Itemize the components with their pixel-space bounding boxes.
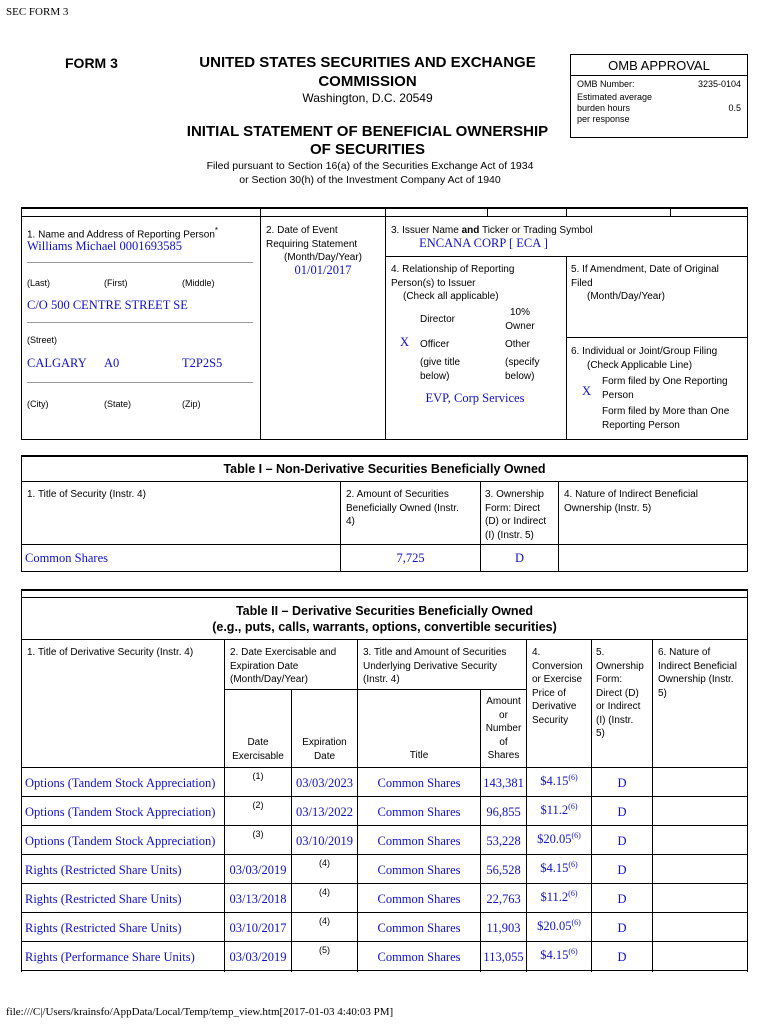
conversion-price-footnote: (6) xyxy=(568,773,578,782)
conversion-price xyxy=(527,860,591,876)
underlying-amount xyxy=(481,950,526,965)
table2-head-rule xyxy=(21,639,748,640)
conversion-price-text: $20.05 xyxy=(537,919,572,934)
tick-b xyxy=(566,207,567,217)
one-person-label xyxy=(602,375,728,402)
subhead-expiration-date xyxy=(292,736,357,763)
row-rule xyxy=(21,883,748,884)
underlying-title xyxy=(358,892,480,907)
ownership-form xyxy=(592,805,652,820)
date-exercisable xyxy=(225,863,291,878)
underlying-title xyxy=(358,834,480,849)
page-header-label: SEC FORM 3 xyxy=(6,6,69,18)
box6-line-1: 6. Individual or Joint/Group Filing xyxy=(571,346,718,357)
t1c4-2: Ownership (Instr. 5) xyxy=(564,502,652,514)
box3-suffix: Ticker or Trading Symbol xyxy=(479,225,593,236)
sub-exp-1: Expiration xyxy=(302,737,347,748)
t2c5-1: 5. xyxy=(596,647,605,658)
event-date: 01/01/2017 xyxy=(294,263,352,277)
date-exercisable-text: 03/03/2019 xyxy=(229,950,287,964)
t2c4-6: Security xyxy=(532,714,569,726)
sub-amt-4: of xyxy=(499,736,508,748)
underlying-title-text: Common Shares xyxy=(377,805,461,819)
underlying-amount-text: 22,763 xyxy=(486,892,521,906)
t1c2-3: 4) xyxy=(346,516,355,527)
ownership-form-text: D xyxy=(617,776,627,790)
table2-right-rule xyxy=(747,589,748,972)
conversion-price-footnote: (6) xyxy=(568,889,578,898)
first-label: (First) xyxy=(104,278,128,288)
t2c6-1: 6. Nature of xyxy=(658,647,711,658)
box3-and: and xyxy=(461,225,480,236)
ownership-form-text: D xyxy=(617,892,627,906)
section-left-rule xyxy=(21,207,22,440)
box4-label xyxy=(391,263,514,304)
table1-title: Table I – Non-Derivative Securities Beneficially Owned xyxy=(223,462,546,476)
give-title-line-2: below) xyxy=(420,370,450,382)
t2c5-3: Form: xyxy=(596,674,623,685)
underlying-amount-text: 143,381 xyxy=(483,776,524,790)
derivative-title xyxy=(25,805,215,820)
other-label: Other xyxy=(505,339,531,350)
expiration-date-text: 03/03/2023 xyxy=(296,776,353,790)
t1c3-4: (I) (Instr. 5) xyxy=(485,529,534,541)
table1-col1-header: 1. Title of Security (Instr. 4) xyxy=(27,489,146,500)
one-person-line-2: Person xyxy=(602,389,634,401)
one-person-checkmark: X xyxy=(582,384,592,398)
t2c4-5: Derivative xyxy=(532,701,577,712)
table1-head-bottom-rule xyxy=(21,544,748,545)
omb-title: OMB APPROVAL xyxy=(571,55,747,76)
row-rule xyxy=(21,825,748,826)
table2-col4-header xyxy=(532,646,583,727)
reporting-person-name: Williams Michael 0001693585 xyxy=(27,239,183,253)
give-title-line-1: (give title xyxy=(420,357,461,368)
date-exercisable-text: 03/13/2018 xyxy=(229,892,287,906)
derivative-title-text: Rights (Restricted Share Units) xyxy=(25,892,182,906)
ten-pct-line-2: Owner xyxy=(505,320,535,332)
omb-number-value: 3235-0104 xyxy=(697,79,741,89)
street-value: C/O 500 CENTRE STREET SE xyxy=(27,298,188,312)
t2c2-1: 2. Date Exercisable and xyxy=(230,647,337,658)
conversion-price-text: $4.15 xyxy=(540,774,569,789)
underlying-title-text: Common Shares xyxy=(377,950,461,964)
underlying-title-text: Common Shares xyxy=(377,776,461,790)
table1-head-rule xyxy=(21,481,748,482)
row-rule xyxy=(21,854,748,855)
more-person-label xyxy=(602,405,729,432)
sub-date-ex-2: Exercisable xyxy=(232,750,284,762)
date-exercisable xyxy=(225,892,291,907)
filing-basis-line-2: or Section 30(h) of the Investment Company Act of 1940 xyxy=(239,174,501,186)
form-title xyxy=(180,123,555,159)
box2-line-2: Requiring Statement xyxy=(266,238,358,250)
t2c5-6: (I) (Instr. xyxy=(596,714,634,726)
tick-c xyxy=(670,207,671,217)
subhead-amount xyxy=(481,695,526,763)
expiration-date-text: 03/10/2019 xyxy=(296,834,353,848)
officer-label: Officer xyxy=(420,339,450,350)
t1c3-3: (D) or Indirect xyxy=(485,516,547,527)
derivative-title-text: Rights (Restricted Share Units) xyxy=(25,921,182,935)
conversion-price-footnote: (6) xyxy=(571,918,581,927)
derivative-title xyxy=(25,892,182,907)
underlying-amount xyxy=(481,776,526,791)
box5-label xyxy=(571,263,743,304)
table2-title xyxy=(22,603,747,635)
expiration-date-note-text: (4) xyxy=(319,858,330,868)
derivative-title-text: Options (Tandem Stock Appreciation) xyxy=(25,776,216,790)
date-exercisable-note xyxy=(225,829,291,839)
more-person-line-1: Form filed by More than One xyxy=(602,406,730,417)
date-exercisable-text: 03/03/2019 xyxy=(229,863,287,877)
date-exercisable-note-text: (1) xyxy=(252,771,264,781)
derivative-title xyxy=(25,776,215,791)
street-rule xyxy=(27,322,253,323)
omb-burden-row xyxy=(571,92,747,125)
row-rule xyxy=(21,970,748,971)
table2-left-rule xyxy=(21,589,22,972)
expiration-date xyxy=(292,834,357,849)
box5-line-3: (Month/Day/Year) xyxy=(587,291,665,302)
table2-top-rule xyxy=(21,589,748,591)
zip-value: T2P2S5 xyxy=(182,356,223,370)
expiration-date-note xyxy=(292,887,357,897)
derivative-title-text: Options (Tandem Stock Appreciation) xyxy=(25,805,216,819)
underlying-title xyxy=(358,921,480,936)
expiration-date xyxy=(292,776,357,791)
underlying-title-text: Common Shares xyxy=(377,834,461,848)
street-label: (Street) xyxy=(27,335,58,345)
date-exercisable-note xyxy=(225,771,291,781)
underlying-title xyxy=(358,776,480,791)
conversion-price-footnote: (6) xyxy=(568,947,578,956)
t2c3-1: 3. Title and Amount of Securities xyxy=(363,647,507,658)
underlying-amount-text: 113,055 xyxy=(483,950,524,964)
box4-line-1: 4. Relationship of Reporting xyxy=(391,264,515,275)
ownership-form xyxy=(592,921,652,936)
ownership-form-text: D xyxy=(617,863,627,877)
underlying-title-text: Common Shares xyxy=(377,863,461,877)
agency-line-1: UNITED STATES SECURITIES AND EXCHANGE xyxy=(199,54,536,71)
expiration-date-note xyxy=(292,945,357,955)
table1-col3-header xyxy=(485,488,546,542)
omb-burden-label-2: burden hours xyxy=(577,103,631,113)
date-exercisable-note-text: (3) xyxy=(252,829,264,839)
footer-path: file:///C|/Users/krainsfo/AppData/Local/Temp/temp_view.htm[2017-01-03 4:40:03 PM] xyxy=(6,1006,394,1018)
t2-div-2 xyxy=(291,689,292,972)
conversion-price-text: $11.2 xyxy=(540,890,569,905)
city-label: (City) xyxy=(27,399,49,409)
omb-burden-label xyxy=(577,92,652,125)
t1c3-2: Form: Direct xyxy=(485,502,540,514)
conversion-price-text: $4.15 xyxy=(540,948,569,963)
ownership-form-text: D xyxy=(617,805,627,819)
date-exercisable-text: 03/10/2017 xyxy=(229,921,287,935)
underlying-amount xyxy=(481,921,526,936)
t2c5-5: or Indirect xyxy=(596,701,641,712)
table2-col3-header xyxy=(363,646,506,687)
subhead-date-exercisable xyxy=(225,736,291,763)
conversion-price xyxy=(527,802,591,818)
box2-label xyxy=(266,224,380,265)
table1-right-rule xyxy=(747,455,748,572)
filing-basis xyxy=(160,159,580,187)
derivative-title-text: Rights (Performance Share Units) xyxy=(25,950,195,964)
ownership-form-text: D xyxy=(617,834,627,848)
omb-burden-value: 0.5 xyxy=(728,103,741,113)
specify-label xyxy=(505,356,539,383)
ownership-form-text: D xyxy=(617,950,627,964)
table1-col4-header xyxy=(564,488,698,515)
ownership-form xyxy=(592,950,652,965)
t1c3-1: 3. Ownership xyxy=(485,489,544,500)
conversion-price-footnote: (6) xyxy=(568,860,578,869)
t2c5-4: Direct (D) xyxy=(596,687,639,699)
t2c4-1: 4. xyxy=(532,647,541,658)
t2-div-7 xyxy=(652,639,653,972)
filing-basis-line-1: Filed pursuant to Section 16(a) of the Securities Exchange Act of 1934 xyxy=(206,160,534,172)
table1-col2-header xyxy=(346,488,459,529)
table1-row-form: D xyxy=(514,551,525,565)
specify-line-2: below) xyxy=(505,370,535,382)
city-value: CALGARY xyxy=(27,356,87,370)
conversion-price-text: $20.05 xyxy=(537,832,572,847)
omb-number-label: OMB Number: xyxy=(577,79,635,89)
derivative-title xyxy=(25,950,195,965)
date-exercisable-note xyxy=(225,800,291,810)
t2c2-2: Expiration Date xyxy=(230,660,299,672)
table2-top-rule-2 xyxy=(21,597,748,598)
t2c6-4: 5) xyxy=(658,687,667,699)
underlying-amount-text: 96,855 xyxy=(486,805,521,819)
zip-label: (Zip) xyxy=(182,399,201,409)
box1-star: * xyxy=(214,226,219,235)
table2-col2-header xyxy=(230,646,336,687)
derivative-title-text: Options (Tandem Stock Appreciation) xyxy=(25,834,216,848)
table2-title-line-1: Table II – Derivative Securities Beneficially Owned xyxy=(235,604,534,618)
ten-pct-line-1: 10% xyxy=(509,307,530,318)
form-number: FORM 3 xyxy=(65,55,118,71)
t1c2-1: 2. Amount of Securities xyxy=(346,489,449,500)
conversion-price xyxy=(527,947,591,963)
tick-a xyxy=(487,207,488,217)
subhead-title: Title xyxy=(409,750,429,761)
ownership-form xyxy=(592,776,652,791)
t2c5-7: 5) xyxy=(596,728,605,739)
box6-label xyxy=(571,345,743,372)
table1-bottom-rule xyxy=(21,571,748,572)
expiration-date-note-text: (4) xyxy=(319,887,330,897)
divider-box1-box2 xyxy=(260,207,261,440)
box5-line-2: Filed xyxy=(571,277,593,289)
table1-row-title: Common Shares xyxy=(25,551,108,565)
conversion-price xyxy=(527,889,591,905)
agency-city: Washington, D.C. 20549 xyxy=(302,91,433,105)
t2c5-2: Ownership xyxy=(596,660,644,672)
box1-label-text: 1. Name and Address of Reporting Person xyxy=(27,229,215,241)
omb-number-row xyxy=(571,79,747,89)
box6-line-2: (Check Applicable Line) xyxy=(587,359,693,371)
t2c3-2: Underlying Derivative Security xyxy=(363,660,497,672)
t1c2-2: Beneficially Owned (Instr. xyxy=(346,502,459,514)
date-exercisable-note-text: (2) xyxy=(252,800,264,810)
officer-checkmark: X xyxy=(400,335,410,349)
ten-percent-owner-label xyxy=(497,306,543,333)
expiration-date-note-text: (4) xyxy=(319,916,330,926)
agency-name xyxy=(180,53,555,91)
omb-approval-box xyxy=(570,54,748,138)
t2c2-3: (Month/Day/Year) xyxy=(230,674,308,685)
conversion-price xyxy=(527,773,591,789)
section-right-rule xyxy=(747,207,748,440)
underlying-amount-text: 11,903 xyxy=(486,921,521,935)
name-rule xyxy=(27,262,253,263)
form-title-line-1: INITIAL STATEMENT OF BENEFICIAL OWNERSHIP xyxy=(186,123,549,140)
row-rule xyxy=(21,796,748,797)
sub-amt-3: Number xyxy=(485,723,522,734)
omb-burden-label-3: per response xyxy=(577,114,630,124)
officer-title: EVP, Corp Services xyxy=(425,391,525,405)
conversion-price-footnote: (6) xyxy=(568,802,578,811)
table1-row-amount: 7,725 xyxy=(396,551,425,565)
ownership-form xyxy=(592,892,652,907)
sub-amt-1: Amount xyxy=(486,696,521,707)
underlying-title xyxy=(358,805,480,820)
t2c4-3: or Exercise xyxy=(532,674,583,685)
underlying-amount xyxy=(481,805,526,820)
ownership-form xyxy=(592,863,652,878)
table2-title-line-2: (e.g., puts, calls, warrants, options, convertible securities) xyxy=(212,620,557,634)
conversion-price xyxy=(527,918,591,934)
expiration-date-note xyxy=(292,916,357,926)
sub-date-ex-1: Date xyxy=(247,737,269,748)
underlying-title xyxy=(358,863,480,878)
t2c4-2: Conversion xyxy=(532,660,583,672)
derivative-title xyxy=(25,921,182,936)
t2c4-4: Price of xyxy=(532,687,566,699)
expiration-date-note xyxy=(292,858,357,868)
row-rule xyxy=(21,941,748,942)
box5-line-1: 5. If Amendment, Date of Original xyxy=(571,264,719,275)
table1-col-divider-3 xyxy=(558,481,559,572)
t1c4-1: 4. Nature of Indirect Beneficial xyxy=(564,489,698,500)
divider-box4-box5 xyxy=(566,256,567,440)
state-value: A0 xyxy=(104,356,120,370)
specify-line-1: (specify xyxy=(505,357,540,368)
middle-label: (Middle) xyxy=(182,278,215,288)
form-title-line-2: OF SECURITIES xyxy=(309,141,425,158)
underlying-title-text: Common Shares xyxy=(377,921,461,935)
last-label: (Last) xyxy=(27,278,51,288)
expiration-date-note-text: (5) xyxy=(319,945,330,955)
ownership-form xyxy=(592,834,652,849)
table1-top-rule xyxy=(21,455,748,457)
underlying-amount xyxy=(481,863,526,878)
conversion-price-text: $11.2 xyxy=(540,803,569,818)
director-label: Director xyxy=(420,314,456,325)
box4-line-3: (Check all applicable) xyxy=(403,291,499,302)
issuer-name: ENCANA CORP [ ECA ] xyxy=(419,236,548,250)
derivative-title-text: Rights (Restricted Share Units) xyxy=(25,863,182,877)
box3-prefix: 3. Issuer Name xyxy=(391,225,462,236)
underlying-title xyxy=(358,950,480,965)
table2-col5-header xyxy=(596,646,644,741)
divider-box5-box6 xyxy=(566,337,748,338)
table2-col6-header xyxy=(658,646,737,700)
date-exercisable xyxy=(225,921,291,936)
sub-amt-2: or xyxy=(499,709,508,721)
agency-line-2: COMMISSION xyxy=(318,73,417,90)
city-rule xyxy=(27,382,253,383)
expiration-date xyxy=(292,805,357,820)
conversion-price xyxy=(527,831,591,847)
state-label: (State) xyxy=(104,399,132,409)
underlying-title-text: Common Shares xyxy=(377,892,461,906)
conversion-price-footnote: (6) xyxy=(571,831,581,840)
conversion-price-text: $4.15 xyxy=(540,861,569,876)
t2c6-2: Indirect Beneficial xyxy=(658,660,737,672)
t2c6-3: Ownership (Instr. xyxy=(658,674,734,685)
derivative-title xyxy=(25,834,215,849)
derivative-title xyxy=(25,863,182,878)
underlying-amount-text: 53,228 xyxy=(486,834,521,848)
table2-col1-header: 1. Title of Derivative Security (Instr. 4) xyxy=(27,647,194,658)
more-person-line-2: Reporting Person xyxy=(602,419,680,431)
omb-burden-label-1: Estimated average xyxy=(577,92,653,102)
sub-exp-2: Date xyxy=(313,750,336,762)
ownership-form-text: D xyxy=(617,921,627,935)
box2-line-1: 2. Date of Event xyxy=(266,225,338,236)
box4-line-2: Person(s) to Issuer xyxy=(391,277,476,289)
underlying-amount xyxy=(481,834,526,849)
table2-head-bottom-rule xyxy=(21,767,748,768)
sub-amt-5: Shares xyxy=(487,750,520,761)
give-title-label xyxy=(420,356,460,383)
t2c3-3: (Instr. 4) xyxy=(363,674,400,685)
expiration-date-text: 03/13/2022 xyxy=(296,805,353,819)
underlying-amount xyxy=(481,892,526,907)
underlying-amount-text: 56,528 xyxy=(486,863,521,877)
one-person-line-1: Form filed by One Reporting xyxy=(602,376,728,387)
box2-line-3: (Month/Day/Year) xyxy=(284,252,362,263)
date-exercisable xyxy=(225,950,291,965)
row-rule xyxy=(21,912,748,913)
